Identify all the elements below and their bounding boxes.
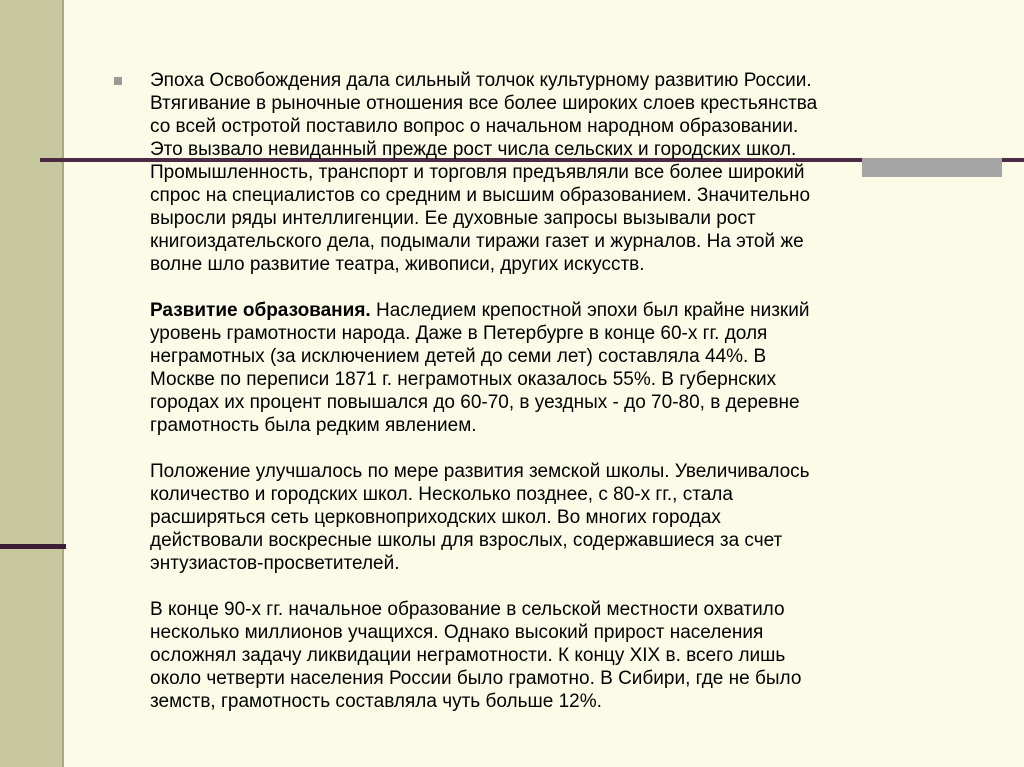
slide-body (150, 69, 980, 713)
paragraph-education-text: Наследием крепостной эпохи был крайне низкий уровень грамотности народа. Даже в Петербурге в конце 60-х гг. доля неграмотных (за исключением детей до семи лет) составляла 44%. В Москве по переписи 1871 г. неграмотных оказалось 55%. В губернских городах их процент повышался до 60-70, в уездных - до 70-80, в деревне грамотность была редким явлением. (150, 300, 810, 436)
paragraph-schools: Положение улучшалось по мере развития земской школы. Увеличивалось количество и городских школ. Несколько позднее, с 80-х гг., стала расширяться сеть церковноприходских школ. Во многих городах действовали воскресные школы для взрослых, содержавшиеся за счет энтузиастов-просветителей. (150, 461, 810, 574)
section-heading-education: Развитие образования. (150, 300, 371, 321)
paragraph-intro: Эпоха Освобождения дала сильный толчок культурному развитию России. Втягивание в рыночные отношения все более широких слоев крестьянства со всей остротой поставило вопрос о начальном народном образовании. Это вызвало невиданный прежде рост числа сельских и городских школ. Промышленность, транспорт и торговля предъявляли все более широкий спрос на специалистов со средним и высшим образованием. Значительно выросли ряды интеллигенции. Ее духовные запросы вызывали рост книгоиздательского дела, подымали тиражи газет и журналов. На этой же волне шло развитие театра, живописи, других искусств. (150, 70, 818, 275)
paragraph-education (150, 299, 980, 437)
left-decorative-bar (0, 0, 64, 767)
square-bullet-icon (114, 77, 122, 85)
left-divider-line (0, 544, 66, 549)
paragraph-literacy: В конце 90-х гг. начальное образование в сельской местности охватило несколько миллионов учащихся. Однако высокий прирост населения осложнял задачу ликвидации неграмотности. К концу XIX в. всего лишь около четверти населения России было грамотно. В Сибири, где не было земств, грамотность составляла чуть больше 12%. (150, 599, 802, 712)
